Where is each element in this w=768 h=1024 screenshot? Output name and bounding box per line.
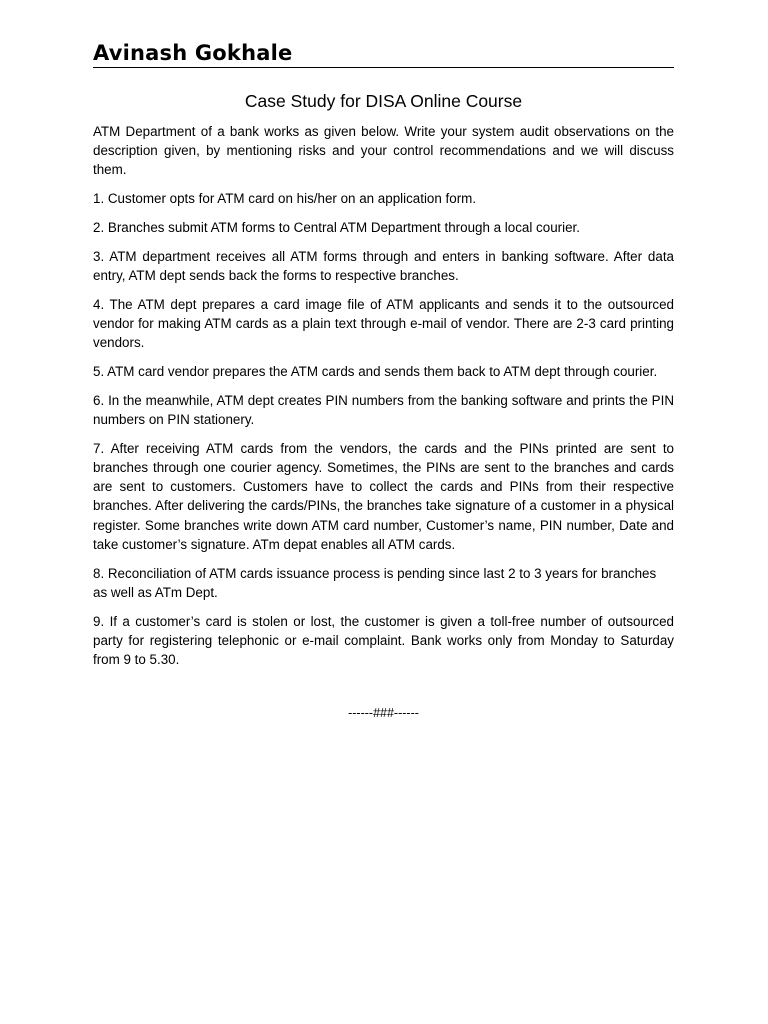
list-item: 3. ATM department receives all ATM forms through and enters in banking software. After data entry, ATM dept sends back the forms to respective branches. [93,248,674,283]
list-item: 4. The ATM dept prepares a card image file of ATM applicants and sends it to the outsourced vendor for making ATM cards as a plain text through e-mail of vendor. There are 2-3 card printing vendors. [93,296,674,351]
document-page [93,40,674,721]
author-name: Avinash Gokhale [93,40,674,68]
document-end-marker: ------###------ [348,706,419,721]
list-item: 1. Customer opts for ATM card on his/her on an application form. [93,191,477,207]
intro-paragraph: ATM Department of a bank works as given below. Write your system audit observations on the description given, by mentioning risks and your control recommendations and we will discuss them. [93,124,674,178]
list-item: 7. After receiving ATM cards from the vendors, the cards and the PINs printed are sent to branches through one courier agency. Sometimes, the PINs are sent to the branches and cards are sent to customers. Customers have to collect the cards and PINs from their respective branches. After delivering the cards/PINs, the branches take signature of a customer in a physical register. Some branches write down ATM card number, Customer’s name, PIN number, Date and take customer’s signature. ATm depat enables all ATM cards. [93,440,674,552]
list-item: 5. ATM card vendor prepares the ATM cards and sends them back to ATM dept through courier. [93,364,658,379]
list-item: 8. Reconciliation of ATM cards issuance process is pending since last 2 to 3 years for branches as well as ATm Dept. [93,565,657,600]
list-item: 9. If a customer’s card is stolen or lost, the customer is given a toll-free number of outsourced party for registering telephonic or e-mail complaint. Bank works only from Monday to Saturday from 9 to 5.30. [93,613,674,668]
list-item: 6. In the meanwhile, ATM dept creates PIN numbers from the banking software and prints the PIN numbers on PIN stationery. [93,392,674,427]
list-item: 2. Branches submit ATM forms to Central ATM Department through a local courier. [93,220,580,235]
document-title: Case Study for DISA Online Course [244,91,523,111]
